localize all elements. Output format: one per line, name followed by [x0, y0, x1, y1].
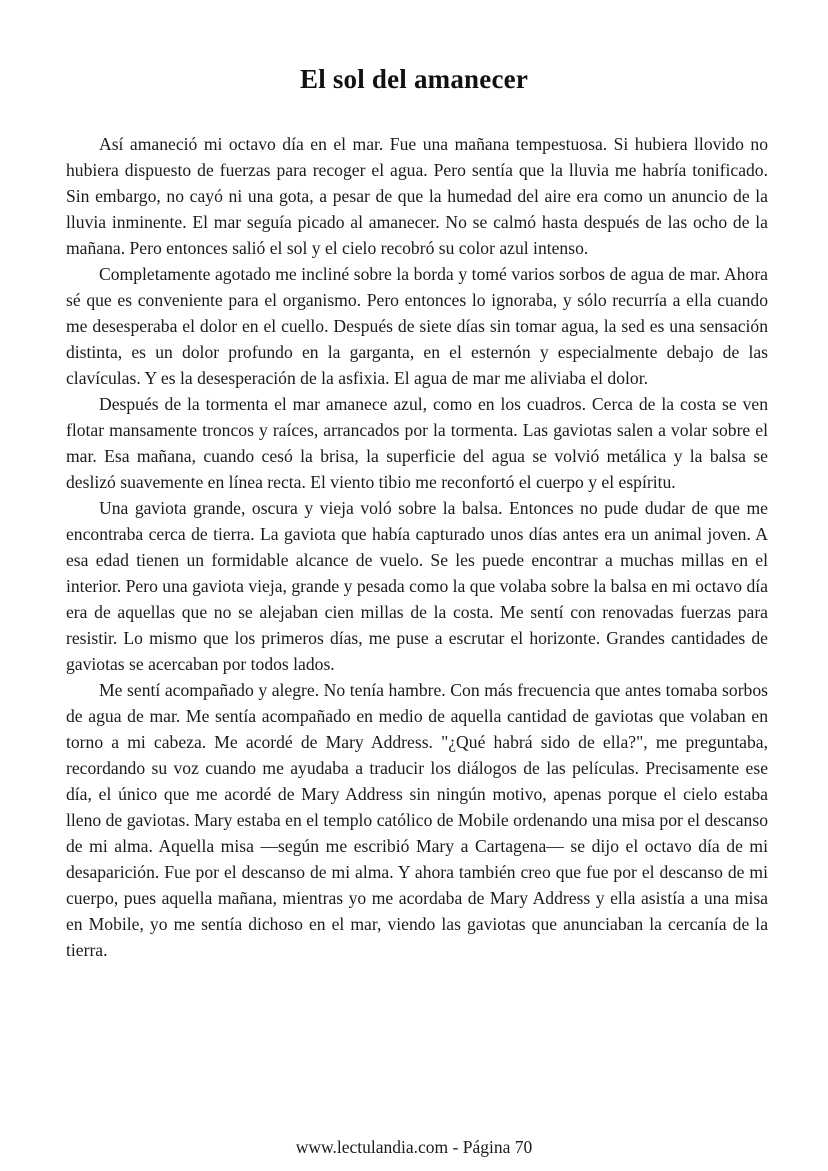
paragraph: Me sentí acompañado y alegre. No tenía hambre. Con más frecuencia que antes tomaba sorbos de agua de mar. Me sentía acompañado en medio de aquella cantidad de gaviotas que volaban en torno a mi cabeza. Me acordé de Mary Address. "¿Qué habrá sido de ella?", me preguntaba, recordando su voz cuando me ayudaba a traducir los diálogos de las películas. Precisamente ese día, el único que me acordé de Mary Address sin ningún motivo, apenas porque el cielo estaba lleno de gaviotas. Mary estaba en el templo católico de Mobile ordenando una misa por el descanso de mi alma. Aquella misa —según me escribió Mary a Cartagena— se dijo el octavo día de mi desaparición. Fue por el descanso de mi alma. Y ahora también creo que fue por el descanso de mi cuerpo, pues aquella mañana, mientras yo me acordaba de Mary Address y ella asistía a una misa en Mobile, yo me sentía dichoso en el mar, viendo las gaviotas que anunciaban la cercanía de la tierra. — [66, 680, 768, 960]
page-footer: www.lectulandia.com - Página 70 — [295, 1137, 533, 1157]
chapter-title: El sol del amanecer — [299, 64, 528, 94]
paragraph: Completamente agotado me incliné sobre la borda y tomé varios sorbos de agua de mar. Ahora sé que es conveniente para el organismo. Pero entonces lo ignoraba, y sólo recurría a ella cuando me desesperaba el dolor en el cuello. Después de siete días sin tomar agua, la sed es una sensación distinta, es un dolor profundo en la garganta, en el esternón y especialmente debajo de las clavículas. Y es la desesperación de la asfixia. El agua de mar me aliviaba el dolor. — [66, 264, 768, 388]
chapter-body — [66, 131, 768, 963]
paragraph: Una gaviota grande, oscura y vieja voló sobre la balsa. Entonces no pude dudar de que me encontraba cerca de tierra. La gaviota que había capturado unos días antes era un animal joven. A esa edad tienen un formidable alcance de vuelo. Se les puede encontrar a muchas millas en el interior. Pero una gaviota vieja, grande y pesada como la que volaba sobre la balsa en mi octavo día era de aquellas que no se alejaban cien millas de la costa. Me sentí con renovadas fuerzas para resistir. Lo mismo que los primeros días, me puse a escrutar el horizonte. Grandes cantidades de gaviotas se acercaban por todos lados. — [66, 498, 768, 674]
paragraph: Después de la tormenta el mar amanece azul, como en los cuadros. Cerca de la costa se ven flotar mansamente troncos y raíces, arrancados por la tormenta. Las gaviotas salen a volar sobre el mar. Esa mañana, cuando cesó la brisa, la superficie del agua se volvió metálica y la balsa se deslizó suavemente en línea recta. El viento tibio me reconfortó el cuerpo y el espíritu. — [66, 394, 768, 492]
paragraph: Así amaneció mi octavo día en el mar. Fue una mañana tempestuosa. Si hubiera llovido no hubiera dispuesto de fuerzas para recoger el agua. Pero sentía que la lluvia me habría tonificado. Sin embargo, no cayó ni una gota, a pesar de que la humedad del aire era como un anuncio de la lluvia inminente. El mar seguía picado al amanecer. No se calmó hasta después de las ocho de la mañana. Pero entonces salió el sol y el cielo recobró su color azul intenso. — [66, 134, 768, 258]
